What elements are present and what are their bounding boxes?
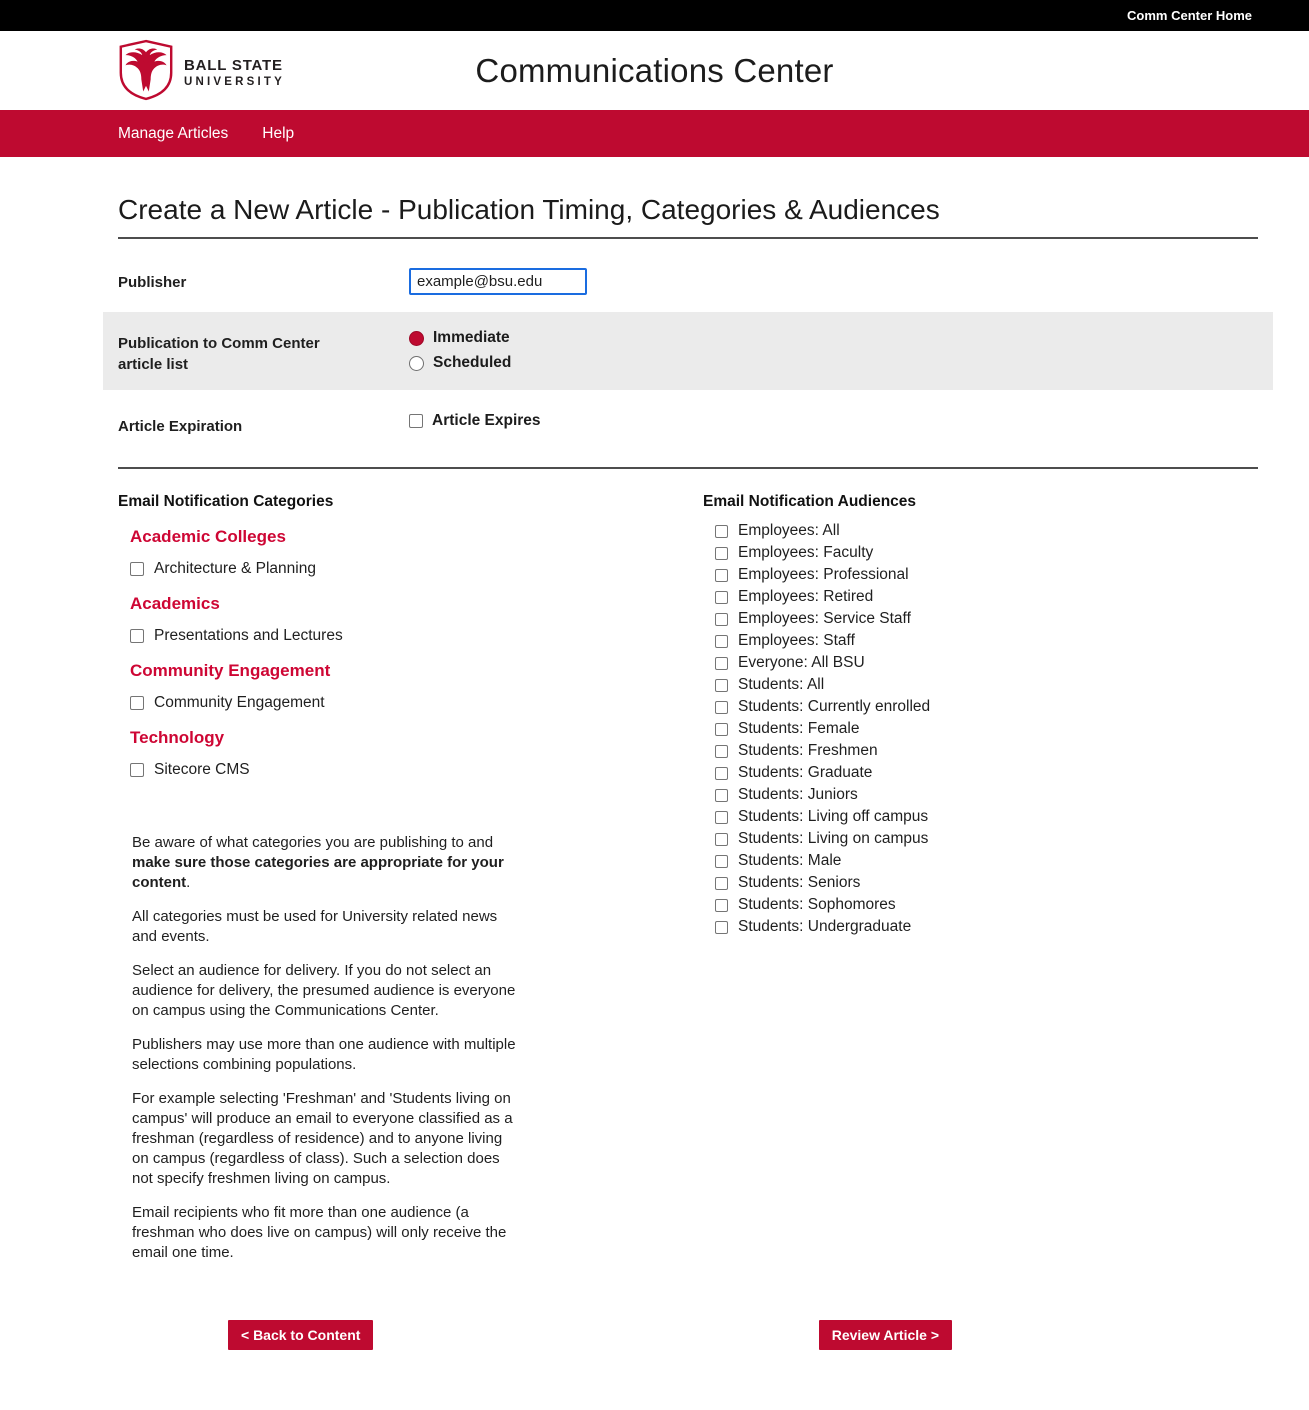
nav-help[interactable]: Help <box>262 124 295 142</box>
audience-label: Employees: Professional <box>738 566 909 583</box>
publication-timing-row <box>103 312 1273 390</box>
audience-checkbox-row[interactable] <box>703 564 1258 586</box>
audience-label: Students: Female <box>738 720 860 737</box>
audience-checkbox-row[interactable] <box>703 894 1258 916</box>
audience-checkbox[interactable] <box>715 899 728 912</box>
audience-checkbox-row[interactable] <box>703 696 1258 718</box>
category-label: Community Engagement <box>154 694 325 711</box>
article-expires-label: Article Expires <box>432 412 541 429</box>
audience-checkbox-row[interactable] <box>703 718 1258 740</box>
note-paragraph: Select an audience for delivery. If you do not select an audience for delivery, the presumed audience is everyone on campus using the Communications Center. <box>132 962 516 1019</box>
main-content <box>0 194 1309 1410</box>
categories-audiences-section <box>118 493 1258 1277</box>
audience-checkbox-row[interactable] <box>703 784 1258 806</box>
radio-row-immediate[interactable] <box>409 329 511 347</box>
publication-timing-options <box>409 329 511 372</box>
audience-label: Students: Freshmen <box>738 742 878 759</box>
audience-label: Students: Undergraduate <box>738 918 912 935</box>
audience-checkbox-row[interactable] <box>703 520 1258 542</box>
article-expiration-label: Article Expiration <box>118 418 243 435</box>
audience-checkbox[interactable] <box>715 569 728 582</box>
categories-heading: Email Notification Categories <box>118 493 334 510</box>
logo-wordmark <box>184 57 285 88</box>
audience-checkbox[interactable] <box>715 833 728 846</box>
audience-checkbox[interactable] <box>715 679 728 692</box>
audience-checkbox[interactable] <box>715 789 728 802</box>
category-group-technology[interactable]: Technology <box>130 728 225 747</box>
categories-column <box>118 493 703 1277</box>
audience-checkbox-row[interactable] <box>703 916 1258 938</box>
audience-checkbox[interactable] <box>715 767 728 780</box>
cardinal-shield-icon <box>118 39 174 106</box>
note-paragraph: Be aware of what categories you are publishing to and make sure those categories are appropriate for your content. <box>132 834 504 891</box>
category-checkbox[interactable] <box>130 629 144 643</box>
section-divider <box>118 467 1258 469</box>
action-button-bar <box>118 1320 1258 1350</box>
audience-label: Students: Male <box>738 852 842 869</box>
note-paragraph: Email recipients who fit more than one audience (a freshman who does live on campus) will only receive the email one time. <box>132 1204 507 1261</box>
audience-checkbox-row[interactable] <box>703 542 1258 564</box>
page-title: Create a New Article - Publication Timing, Categories & Audiences <box>118 194 940 225</box>
audience-label: Students: Graduate <box>738 764 873 781</box>
category-checkbox[interactable] <box>130 696 144 710</box>
article-expires-checkbox[interactable] <box>409 414 423 428</box>
back-to-content-button[interactable]: < Back to Content <box>228 1320 373 1350</box>
audience-checkbox[interactable] <box>715 921 728 934</box>
audience-label: Employees: Service Staff <box>738 610 911 627</box>
category-checkbox[interactable] <box>130 763 144 777</box>
audience-label: Employees: Staff <box>738 632 855 649</box>
audience-checkbox-row[interactable] <box>703 652 1258 674</box>
article-expiration-control <box>409 412 541 430</box>
note-paragraph: Publishers may use more than one audience with multiple selections combining populations. <box>132 1036 516 1073</box>
publication-timing-label: Publication to Comm Center article list <box>118 335 320 373</box>
audience-checkbox-row[interactable] <box>703 872 1258 894</box>
immediate-label: Immediate <box>433 329 510 346</box>
audience-checkbox[interactable] <box>715 877 728 890</box>
radio-row-scheduled[interactable] <box>409 354 511 372</box>
audience-checkbox[interactable] <box>715 613 728 626</box>
logo-line1: BALL STATE <box>184 57 283 74</box>
audience-checkbox[interactable] <box>715 723 728 736</box>
category-label: Architecture & Planning <box>154 560 316 577</box>
category-label: Presentations and Lectures <box>154 627 343 644</box>
audience-checkbox[interactable] <box>715 591 728 604</box>
audience-label: Students: Living on campus <box>738 830 929 847</box>
audience-label: Employees: Retired <box>738 588 874 605</box>
audience-checkbox-row[interactable] <box>703 674 1258 696</box>
category-group-academic-colleges[interactable]: Academic Colleges <box>130 527 286 546</box>
main-nav <box>0 110 1309 157</box>
article-expiration-row <box>118 390 1258 467</box>
scheduled-radio[interactable] <box>409 356 424 371</box>
top-utility-bar <box>0 0 1309 31</box>
audience-label: Employees: All <box>738 522 840 539</box>
audience-checkbox[interactable] <box>715 635 728 648</box>
site-header <box>0 31 1309 110</box>
audience-checkbox-row[interactable] <box>703 740 1258 762</box>
audience-checkbox-row[interactable] <box>703 630 1258 652</box>
category-checkbox-row[interactable] <box>118 761 703 779</box>
ball-state-logo[interactable] <box>118 39 285 106</box>
note-paragraph: All categories must be used for University related news and events. <box>132 908 498 945</box>
audience-checkbox-row[interactable] <box>703 806 1258 828</box>
immediate-radio[interactable] <box>409 331 424 346</box>
category-group-academics[interactable]: Academics <box>130 594 220 613</box>
audience-label: Employees: Faculty <box>738 544 874 561</box>
category-group-community-engagement[interactable]: Community Engagement <box>130 661 331 680</box>
audience-checkbox[interactable] <box>715 525 728 538</box>
audience-checkbox[interactable] <box>715 657 728 670</box>
logo-line2: UNIVERSITY <box>184 76 286 88</box>
audience-checkbox[interactable] <box>715 811 728 824</box>
audience-checkbox-row[interactable] <box>703 762 1258 784</box>
audience-label: Students: Sophomores <box>738 896 896 913</box>
audiences-column <box>703 493 1258 1277</box>
scheduled-label: Scheduled <box>433 354 512 371</box>
audiences-heading: Email Notification Audiences <box>703 493 917 510</box>
audience-label: Students: Currently enrolled <box>738 698 931 715</box>
audience-checkbox[interactable] <box>715 701 728 714</box>
publisher-row <box>118 239 1258 312</box>
publisher-label: Publisher <box>118 274 187 291</box>
audience-label: Students: Juniors <box>738 786 858 803</box>
audience-checkbox-row[interactable] <box>703 850 1258 872</box>
publisher-input[interactable] <box>409 268 587 295</box>
publisher-control <box>409 268 587 295</box>
category-guidance-text <box>132 833 516 1263</box>
category-checkbox-row[interactable] <box>118 694 703 712</box>
audience-label: Students: Living off campus <box>738 808 929 825</box>
audience-checkbox[interactable] <box>715 855 728 868</box>
article-expires-checkbox-row[interactable] <box>409 412 541 430</box>
audience-label: Everyone: All BSU <box>738 654 865 671</box>
audience-label: Students: All <box>738 676 825 693</box>
note-paragraph: For example selecting 'Freshman' and 'Students living on campus' will produce an email to everyone classified as a freshman (regardless of residence) and to anyone living on campus (regardless of class). Such a selection does not specify freshmen living on campus. <box>132 1090 513 1187</box>
category-checkbox-row[interactable] <box>118 627 703 645</box>
audience-label: Students: Seniors <box>738 874 861 891</box>
category-checkbox-row[interactable] <box>118 560 703 578</box>
audiences-list <box>703 520 1258 938</box>
audience-checkbox-row[interactable] <box>703 828 1258 850</box>
bottom-spacer <box>118 1350 1258 1410</box>
audience-checkbox-row[interactable] <box>703 586 1258 608</box>
audience-checkbox-row[interactable] <box>703 608 1258 630</box>
audience-checkbox[interactable] <box>715 745 728 758</box>
review-article-button[interactable]: Review Article > <box>819 1320 952 1350</box>
audience-checkbox[interactable] <box>715 547 728 560</box>
nav-manage-articles[interactable]: Manage Articles <box>118 124 229 142</box>
site-title: Communications Center <box>475 51 834 89</box>
category-checkbox[interactable] <box>130 562 144 576</box>
category-label: Sitecore CMS <box>154 761 250 778</box>
comm-center-home-link[interactable]: Comm Center Home <box>1127 8 1252 23</box>
